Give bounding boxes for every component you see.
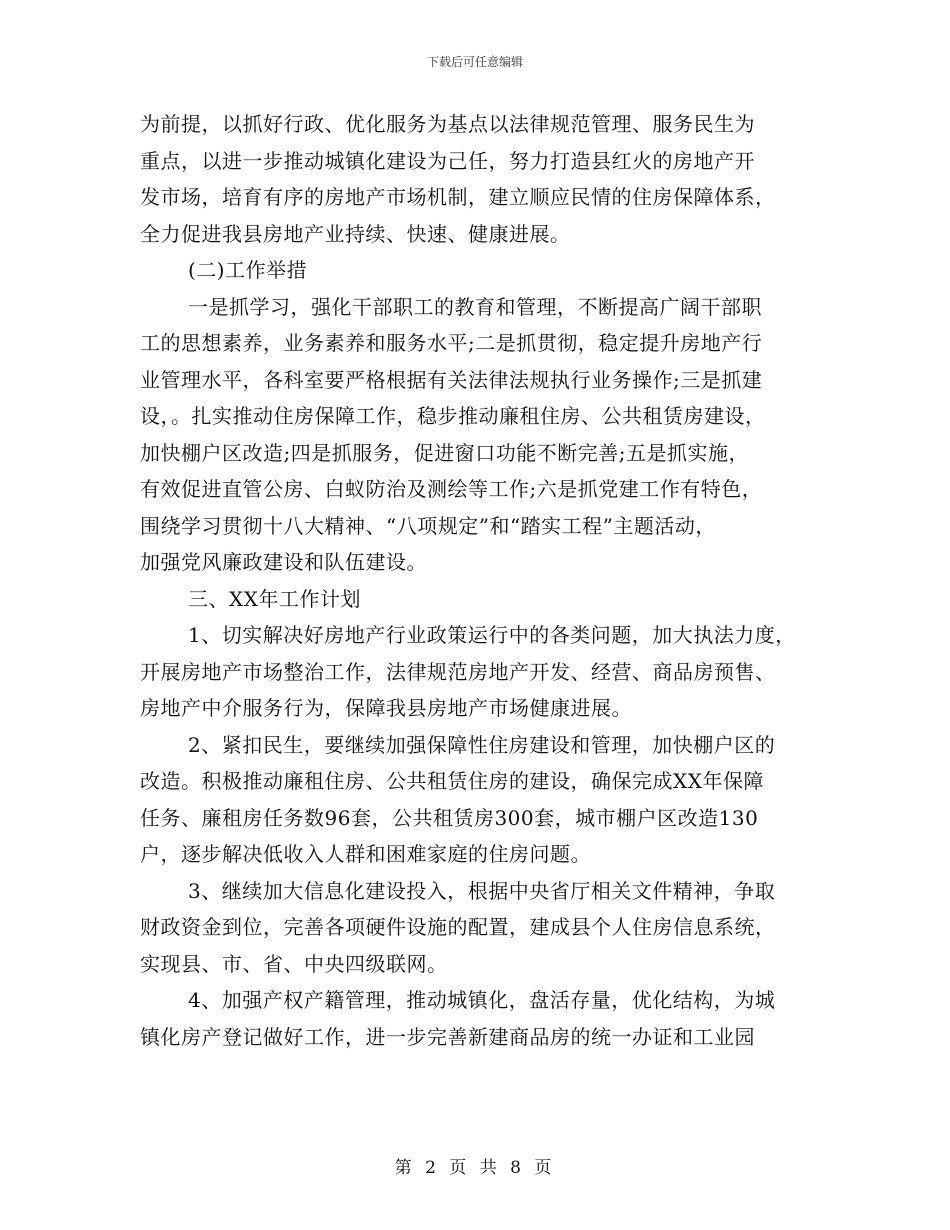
text-line: 三、XX年工作计划	[188, 586, 361, 611]
text-line: 工的思想素养，业务素养和服务水平;二是抓贯彻，稳定提升房地产行	[140, 331, 763, 355]
text-line: 有效促进直管公房、白蚁防治及测绘等工作;六是抓党建工作有特色，	[140, 477, 763, 501]
text-line: 设，。扎实推动住房保障工作，稳步推动廉租住房、公共租赁房建设，	[140, 404, 766, 428]
text-line: 一是抓学习，强化干部职工的教育和管理，不断提高广阔干部职	[188, 294, 762, 319]
text-line: 为前提，以抓好行政、优化服务为基点以法律规范管理、服务民生为	[140, 112, 755, 136]
text-line: 开展房地产市场整治工作，法律规范房地产开发、经营、商品房预售、	[140, 659, 776, 684]
text-line: 2、紧扣民生，要继续加强保障性住房建设和管理，加快棚户区的	[188, 732, 776, 757]
text-line: 加快棚户区改造;四是抓服务，促进窗口功能不断完善;五是抓实施，	[140, 440, 749, 465]
text-line: 3、继续加大信息化建设投入，根据中央省厅相关文件精神，争取	[188, 878, 776, 903]
text-line: 4、加强产权产籍管理，推动城镇化，盘活存量，优化结构，为城	[188, 988, 776, 1012]
text-line: 加强党风廉政建设和队伍建设。	[140, 550, 427, 574]
page-footer: 第 2 页 共 8 页	[394, 1158, 556, 1178]
text-line: 财政资金到位，完善各项硬件设施的配置，建成县个人住房信息系统，	[140, 915, 776, 939]
text-line: 任务、廉租房任务数96套，公共租赁房300套，城市棚户区改造130	[140, 805, 759, 830]
text-line: 改造。积极推动廉租住房、公共租赁住房的建设，确保完成XX年保障	[140, 769, 764, 793]
text-line: 1、切实解决好房地产行业政策运行中的各类问题，加大执法力度，	[188, 623, 796, 647]
text-line: 镇化房产登记做好工作，进一步完善新建商品房的统一办证和工业园	[140, 1024, 755, 1049]
page-header: 下载后可任意编辑	[426, 55, 523, 69]
text-line: 全力促进我县房地产业持续、快速、健康进展。	[140, 221, 571, 246]
document-body	[140, 106, 830, 1055]
text-line: 发市场，培育有序的房地产市场机制，建立顺应民情的住房保障体系，	[140, 185, 776, 209]
text-line: 业管理水平，各科室要严格根据有关法律法规执行业务操作;三是抓建	[140, 367, 763, 392]
text-line: 围绕学习贯彻十八大精神、“八项规定”和“踏实工程”主题活动，	[140, 513, 716, 538]
text-line: 户，逐步解决低收入人群和困难家庭的住房问题。	[140, 842, 591, 866]
text-line: (二)工作举措	[188, 258, 308, 282]
text-line: 房地产中介服务行为，保障我县房地产市场健康进展。	[140, 696, 632, 720]
text-line: 重点，以进一步推动城镇化建设为己任，努力打造县红火的房地产开	[140, 148, 755, 173]
text-line: 实现县、市、省、中央四级联网。	[140, 951, 448, 976]
